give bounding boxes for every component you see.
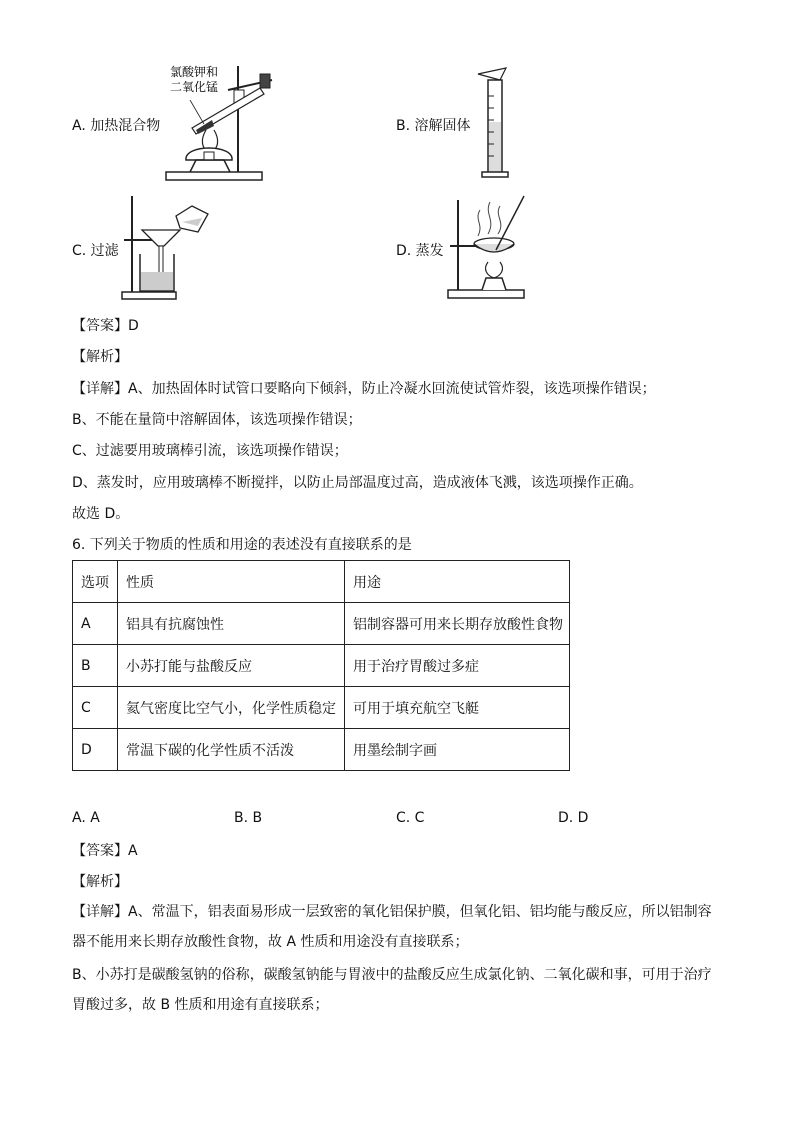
heating-apparatus-figure <box>160 60 280 186</box>
q6-analysis-title: 【解析】 <box>72 874 128 890</box>
table-cell: 可用于填充航空飞艇 <box>345 687 570 729</box>
q6-answer: 【答案】A <box>72 843 138 859</box>
table-cell: 氦气密度比空气小，化学性质稳定 <box>118 687 345 729</box>
q6-choice-d: D. D <box>558 810 589 826</box>
q6-detail-a: 【详解】A、常温下，铝表面易形成一层致密的氧化铝保护膜，但氧化铝、铝均能与酸反应，所以铝制容器不能用来长期存放酸性食物，故 A 性质和用途没有直接联系； <box>72 904 712 950</box>
option-a-label: A. 加热混合物 <box>72 118 161 134</box>
q6-choice-b: B. B <box>234 810 263 826</box>
table-cell: 小苏打能与盐酸反应 <box>118 645 345 687</box>
table-cell: C <box>73 687 118 729</box>
q5-detail-b: B、不能在量筒中溶解固体，该选项操作错误； <box>72 412 362 428</box>
q5-analysis-title: 【解析】 <box>72 349 128 365</box>
option-c-label: C. 过滤 <box>72 243 119 259</box>
table-cell: A <box>73 603 118 645</box>
q6-stem: 6. 下列关于物质的性质和用途的表述没有直接联系的是 <box>72 537 412 553</box>
q5-conclusion: 故选 D。 <box>72 506 130 522</box>
q6-choice-c: C. C <box>396 810 425 826</box>
table-cell: 铝制容器可用来长期存放酸性食物 <box>345 603 570 645</box>
q6-table <box>72 560 570 771</box>
q5-detail-d: D、蒸发时，应用玻璃棒不断搅拌，以防止局部温度过高，造成液体飞溅，该选项操作正确。 <box>72 475 643 491</box>
table-cell: 铝具有抗腐蚀性 <box>118 603 345 645</box>
table-row <box>73 603 570 645</box>
table-cell: 用墨绘制字画 <box>345 729 570 771</box>
table-header-row <box>73 561 570 603</box>
option-b-label: B. 溶解固体 <box>396 118 471 134</box>
table-cell: B <box>73 645 118 687</box>
q6-choice-a: A. A <box>72 810 100 826</box>
table-header-cell: 选项 <box>73 561 118 603</box>
table-header-cell: 性质 <box>118 561 345 603</box>
figure-a-caption-2: 二氧化锰 <box>170 80 219 94</box>
q6-detail-b: B、小苏打是碳酸氢钠的俗称，碳酸氢钠能与胃液中的盐酸反应生成氯化钠、二氧化碳和事，可用于治疗胃酸过多，故 B 性质和用途有直接联系； <box>72 967 712 1013</box>
table-cell: D <box>73 729 118 771</box>
table-row <box>73 687 570 729</box>
table-row <box>73 729 570 771</box>
table-cell: 常温下碳的化学性质不活泼 <box>118 729 345 771</box>
q5-answer: 【答案】D <box>72 318 139 334</box>
evaporation-figure <box>444 192 528 304</box>
table-cell: 用于治疗胃酸过多症 <box>345 645 570 687</box>
q5-detail-a: 【详解】A、加热固体时试管口要略向下倾斜，防止冷凝水回流使试管炸裂，该选项操作错误； <box>72 381 656 397</box>
figure-a-caption-1: 氯酸钾和 <box>170 65 219 79</box>
filtration-figure <box>118 192 214 302</box>
option-d-label: D. 蒸发 <box>396 243 444 259</box>
table-header-cell: 用途 <box>345 561 570 603</box>
measuring-cylinder-figure <box>470 66 520 182</box>
table-row <box>73 645 570 687</box>
q5-detail-c: C、过滤要用玻璃棒引流，该选项操作错误； <box>72 443 348 459</box>
